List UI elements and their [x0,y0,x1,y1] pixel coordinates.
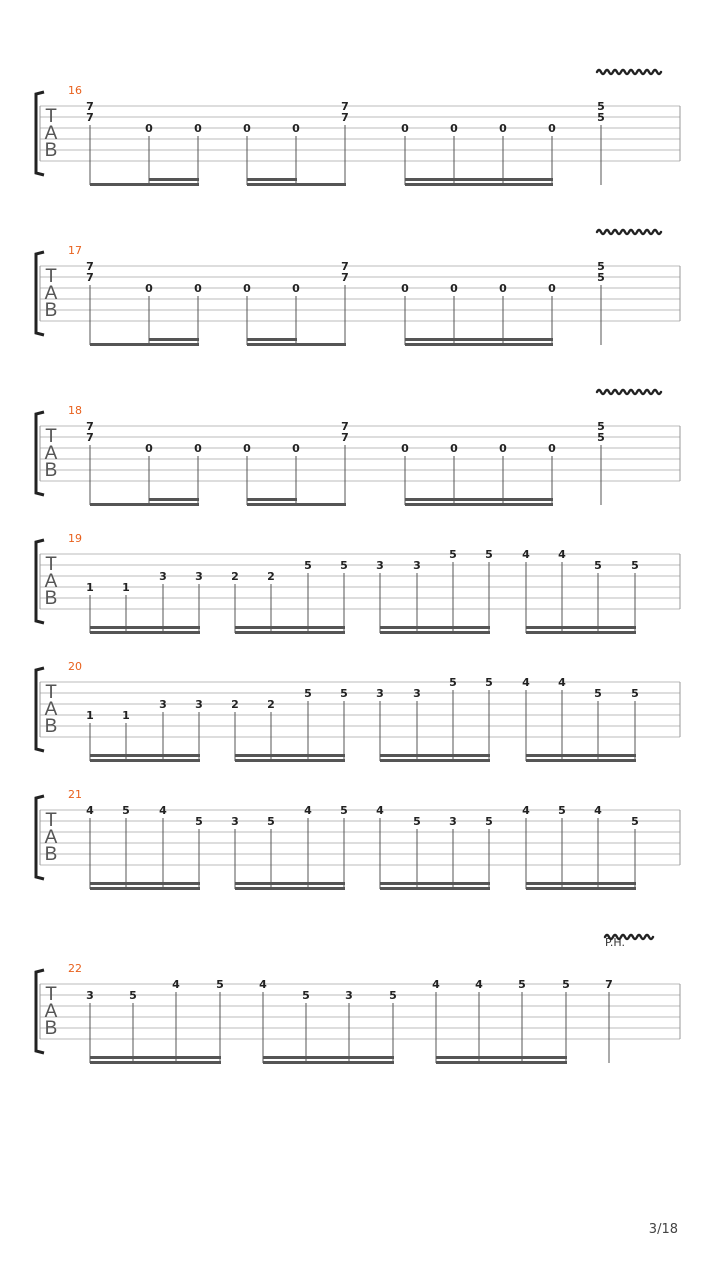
fret-number: 5 [597,420,605,433]
fret-number: 0 [145,442,153,455]
fret-number: 3 [86,989,94,1002]
fret-number: 7 [341,100,349,113]
tab-clef-letter: B [44,844,58,865]
page-number: 3/18 [648,1222,678,1237]
fret-number: 0 [450,122,458,135]
tab-system [36,532,680,634]
fret-number: 0 [243,282,251,295]
fret-number: 5 [449,548,457,561]
beam [90,882,200,885]
fret-number: 5 [449,676,457,689]
fret-number: 3 [376,559,384,572]
beam [380,882,490,885]
beam [526,759,636,762]
fret-number: 0 [401,442,409,455]
fret-number: 0 [450,282,458,295]
beam [235,631,345,634]
fret-number: 5 [304,559,312,572]
beam [405,498,553,501]
fret-number: 1 [122,581,130,594]
fret-number: 0 [292,282,300,295]
fret-number: 5 [485,815,493,828]
tab-clef-letter: B [44,300,58,321]
beam [90,754,200,757]
beam [235,887,345,890]
fret-number: 5 [340,559,348,572]
tab-clef-letter: B [44,1018,58,1039]
fret-number: 5 [518,978,526,991]
fret-number: 0 [292,442,300,455]
tab-clef-letter: B [44,588,58,609]
fret-number: 0 [145,122,153,135]
tab-clef-letter: T [45,266,57,287]
beam [405,178,553,181]
tab-clef-letter: B [44,460,58,481]
tab-clef-letter: A [44,827,58,848]
tab-system [36,936,680,1064]
fret-number: 0 [243,122,251,135]
fret-number: 7 [86,260,94,273]
tab-clef-letter: B [44,716,58,737]
beam [526,754,636,757]
fret-number: 3 [376,687,384,700]
beam [380,759,490,762]
beam [263,1061,394,1064]
fret-number: 4 [522,676,530,689]
beam [247,338,297,341]
tab-clef-letter: A [44,1001,58,1022]
beam [235,626,345,629]
tab-clef-letter: T [45,810,57,831]
measure-number: 20 [68,660,82,673]
fret-number: 5 [558,804,566,817]
beam [380,754,490,757]
beam [405,503,553,506]
beam [247,498,297,501]
fret-number: 3 [345,989,353,1002]
fret-number: 0 [145,282,153,295]
fret-number: 3 [159,570,167,583]
measure-number: 21 [68,788,82,801]
fret-number: 7 [86,111,94,124]
fret-number: 5 [389,989,397,1002]
fret-number: 7 [86,271,94,284]
beam [526,882,636,885]
fret-number: 2 [231,698,239,711]
fret-number: 5 [597,271,605,284]
fret-number: 0 [548,282,556,295]
fret-number: 4 [304,804,312,817]
fret-number: 5 [216,978,224,991]
fret-number: 0 [499,442,507,455]
fret-number: 4 [558,676,566,689]
fret-number: 0 [548,122,556,135]
beam [405,338,553,341]
fret-number: 5 [594,687,602,700]
fret-number: 5 [485,676,493,689]
fret-number: 0 [450,442,458,455]
beam [235,759,345,762]
pinch-harmonic-label: P.H. [605,936,625,949]
tab-clef-letter: T [45,682,57,703]
measure-number: 16 [68,84,82,97]
beam [90,183,199,186]
fret-number: 2 [231,570,239,583]
fret-number: 5 [302,989,310,1002]
beam [90,631,200,634]
beam [149,338,199,341]
vibrato-icon [597,230,661,234]
beam [526,626,636,629]
tab-system [36,788,680,890]
fret-number: 0 [292,122,300,135]
fret-number: 5 [340,687,348,700]
fret-number: 4 [376,804,384,817]
fret-number: 5 [195,815,203,828]
fret-number: 3 [413,687,421,700]
fret-number: 1 [86,709,94,722]
beam [90,503,199,506]
measure-number: 22 [68,962,82,975]
fret-number: 5 [267,815,275,828]
fret-number: 0 [499,282,507,295]
fret-number: 5 [631,815,639,828]
beam [405,183,553,186]
fret-number: 3 [413,559,421,572]
tab-system [36,84,680,186]
tab-clef-letter: A [44,571,58,592]
tab-clef-letter: T [45,426,57,447]
beam [436,1061,567,1064]
tab-system [36,660,680,762]
fret-number: 7 [341,271,349,284]
fret-number: 5 [597,260,605,273]
fret-number: 7 [86,431,94,444]
tab-clef-letter: A [44,443,58,464]
fret-number: 0 [548,442,556,455]
beam [247,343,346,346]
fret-number: 7 [86,100,94,113]
fret-number: 4 [86,804,94,817]
beam [263,1056,394,1059]
fret-number: 3 [195,570,203,583]
fret-number: 0 [243,442,251,455]
fret-number: 4 [159,804,167,817]
fret-number: 4 [522,804,530,817]
fret-number: 5 [304,687,312,700]
measure-number: 18 [68,404,82,417]
beam [149,498,199,501]
tab-clef-letter: T [45,984,57,1005]
fret-number: 4 [172,978,180,991]
fret-number: 5 [485,548,493,561]
beam [405,343,553,346]
fret-number: 1 [86,581,94,594]
beam [90,626,200,629]
fret-number: 0 [499,122,507,135]
beam [526,887,636,890]
fret-number: 5 [597,111,605,124]
tab-clef-letter: A [44,123,58,144]
beam [90,1056,221,1059]
beam [90,343,199,346]
beam [436,1056,567,1059]
fret-number: 1 [122,709,130,722]
beam [90,759,200,762]
fret-number: 0 [194,122,202,135]
beam [235,882,345,885]
fret-number: 5 [562,978,570,991]
fret-number: 4 [259,978,267,991]
tab-system [36,244,680,346]
tab-clef-letter: A [44,699,58,720]
fret-number: 7 [341,420,349,433]
vibrato-icon [597,390,661,394]
fret-number: 4 [475,978,483,991]
fret-number: 5 [631,559,639,572]
vibrato-icon [597,70,661,74]
beam [90,887,200,890]
tab-clef-letter: T [45,554,57,575]
fret-number: 5 [129,989,137,1002]
fret-number: 5 [597,100,605,113]
fret-number: 5 [122,804,130,817]
fret-number: 2 [267,698,275,711]
beam [526,631,636,634]
fret-number: 3 [449,815,457,828]
fret-number: 7 [341,431,349,444]
beam [149,178,199,181]
fret-number: 5 [597,431,605,444]
beam [90,1061,221,1064]
tab-clef-letter: T [45,106,57,127]
fret-number: 4 [522,548,530,561]
fret-number: 7 [341,111,349,124]
fret-number: 3 [231,815,239,828]
fret-number: 5 [413,815,421,828]
fret-number: 7 [86,420,94,433]
fret-number: 7 [341,260,349,273]
tab-clef-letter: A [44,283,58,304]
fret-number: 5 [340,804,348,817]
measure-number: 17 [68,244,82,257]
beam [380,631,490,634]
beam [247,178,297,181]
fret-number: 7 [605,978,613,991]
measure-number: 19 [68,532,82,545]
fret-number: 4 [432,978,440,991]
beam [380,887,490,890]
fret-number: 0 [401,282,409,295]
fret-number: 4 [558,548,566,561]
fret-number: 3 [195,698,203,711]
fret-number: 0 [401,122,409,135]
tab-system [36,404,680,506]
fret-number: 2 [267,570,275,583]
fret-number: 3 [159,698,167,711]
fret-number: 5 [594,559,602,572]
fret-number: 0 [194,442,202,455]
beam [235,754,345,757]
beam [247,503,346,506]
beam [380,626,490,629]
fret-number: 0 [194,282,202,295]
tab-clef-letter: B [44,140,58,161]
beam [247,183,346,186]
fret-number: 5 [631,687,639,700]
fret-number: 4 [594,804,602,817]
